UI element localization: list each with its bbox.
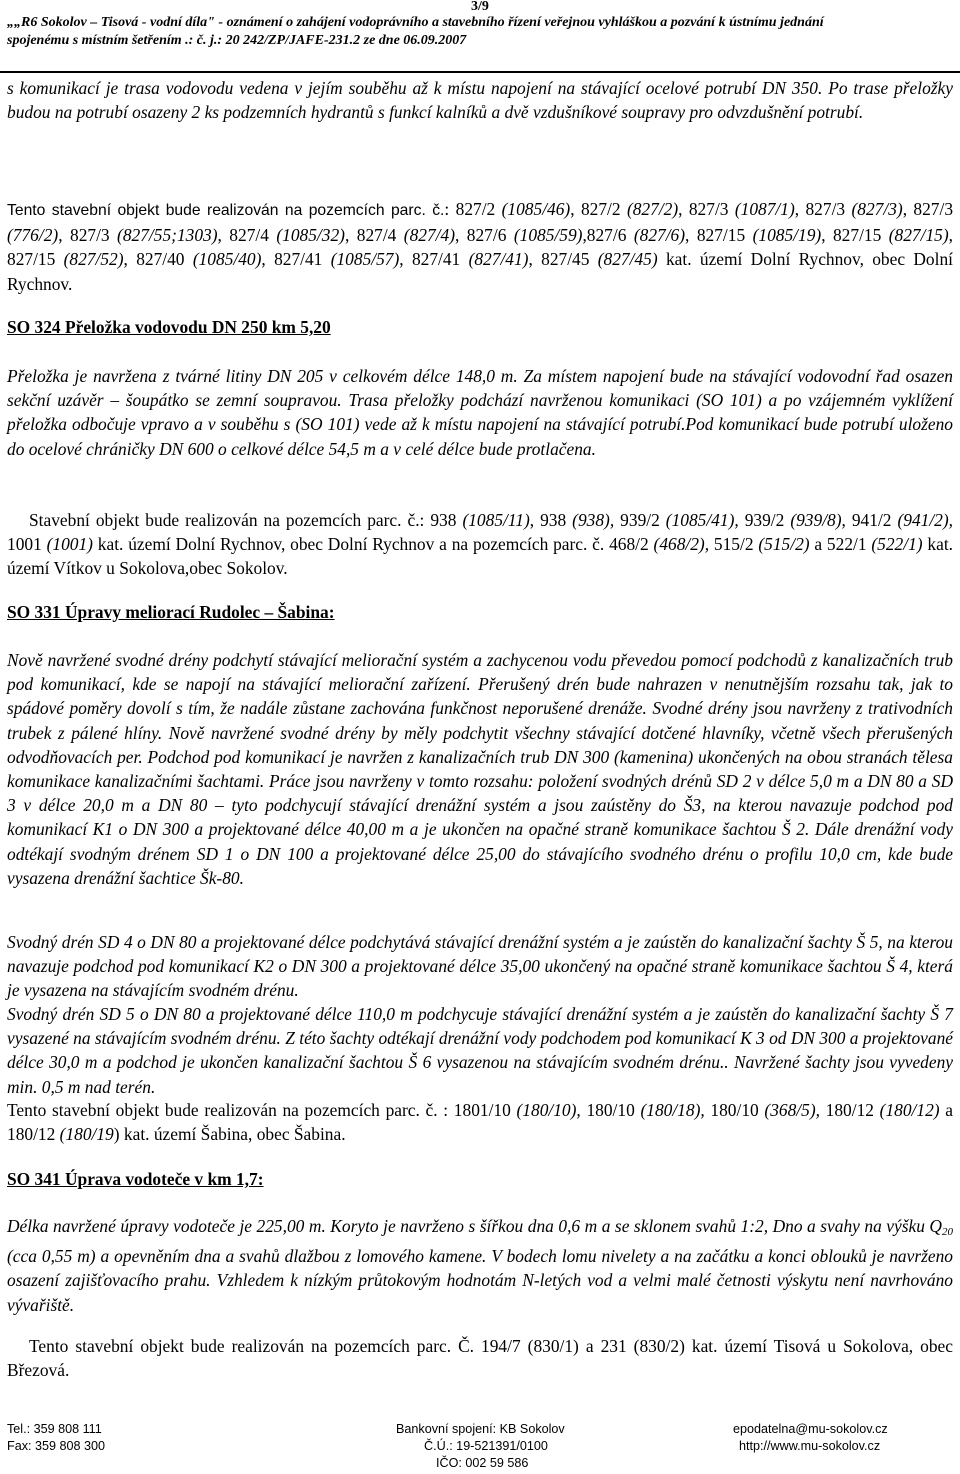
parcel-old-number: (1087/1) bbox=[734, 199, 795, 219]
parcel-old-number: (776/2) bbox=[7, 225, 59, 246]
section-heading-so324: SO 324 Přeložka vodovodu DN 250 km 5,20 bbox=[7, 317, 331, 337]
parcel-number: , 827/3 bbox=[58, 225, 118, 246]
parcel-old-number: (1085/19) bbox=[752, 225, 822, 246]
page-header bbox=[7, 0, 953, 50]
parcel-number: , 827/15 bbox=[821, 225, 889, 246]
parcel-old-number: (827/15) bbox=[888, 225, 949, 246]
paragraph-so341-parcels: Tento stavební objekt bude realizován na pozemcích parc. Č. 194/7 (830/1) a 231 (830/2) kat. území Tisová u Sokolova, obec Březová. bbox=[7, 1336, 953, 1381]
parcel-number: , 827/2 bbox=[570, 199, 627, 219]
cadastral-area: kat. území Dolní Rychnov, obec Dolní Rychnov a na pozemcích parc. č. 468/2 bbox=[92, 534, 654, 555]
parcels-intro: Tento stavební objekt bude realizován na pozemcích parc. č. bbox=[7, 202, 445, 219]
footer-contact-web bbox=[733, 1421, 888, 1455]
paragraph-so331-sd4: Svodný drén SD 4 o DN 80 a projektované délce podchytává stávající drenážní systém a je zaústěn do kanalizační šachty Š 5, na kterou navazuje podchod pod komunikací K2 o DN 300 a projektované délce 35,00 ukončený na opačné straně komunikace šachtou Š 4, která je vysazena na stávajícím svodném drénu. bbox=[7, 932, 953, 1001]
paragraph-parcels-rychnov bbox=[7, 197, 953, 296]
parcel-old-number: (827/55;1303) bbox=[117, 225, 218, 246]
parcel-number: 939/2 bbox=[738, 510, 791, 530]
parcel-number: , 827/4 bbox=[344, 225, 404, 246]
parcel-old-number: (827/52) bbox=[63, 249, 124, 270]
parcel-old-number: (827/4) bbox=[403, 225, 455, 246]
parcel-number: 180/12 bbox=[819, 1100, 880, 1120]
parcel-number: , 827/15 bbox=[685, 225, 753, 246]
parcel-old-number: (1085/57) bbox=[330, 249, 400, 270]
parcel-old-number: (827/2) bbox=[626, 199, 679, 219]
parcel-old-number: (827/41) bbox=[468, 249, 529, 270]
parcel-old-number: (1085/46) bbox=[501, 199, 571, 219]
footer-bank-name: Bankovní spojení: KB Sokolov bbox=[396, 1422, 565, 1436]
paragraph-so331-parcels bbox=[7, 1098, 953, 1146]
parcel-old-number: (180/10), bbox=[516, 1100, 581, 1120]
parcel-old-number: (939/8) bbox=[790, 510, 842, 530]
footer-tel: Tel.: 359 808 111 bbox=[7, 1422, 102, 1436]
page-number: 3/9 bbox=[471, 0, 489, 14]
parcel-old-number: (827/6) bbox=[633, 225, 686, 246]
parcel-old-number: (522/1) bbox=[871, 534, 923, 555]
header-title-line-2: spojenému s místním šetřením .: č. j.: 20 242/ZP/JAFE-231.2 ze dne 06.09.2007 bbox=[7, 33, 467, 48]
parcel-number: , 827/3 bbox=[794, 199, 852, 219]
parcel-old-number: (827/45) bbox=[597, 249, 658, 270]
parcel-old-number: (941/2), bbox=[897, 510, 953, 530]
footer-email[interactable]: epodatelna@mu-sokolov.cz bbox=[733, 1422, 888, 1436]
parcel-old-number: (1085/40) bbox=[192, 249, 262, 270]
footer-ico: IČO: 002 59 586 bbox=[436, 1456, 529, 1470]
parcel-old-number: (468/2), bbox=[653, 534, 710, 555]
paragraph-so341-description bbox=[7, 1214, 953, 1317]
parcel-old-number: (515/2) bbox=[758, 534, 810, 555]
parcel-old-number: (1085/59) bbox=[513, 225, 583, 246]
footer-bank bbox=[396, 1421, 565, 1472]
cadastral-area: ) kat. území Šabina, obec Šabina. bbox=[113, 1124, 346, 1145]
so341-text-part-2: (cca 0,55 m) a opevněním dna a svahů dlažbou z lomového kamene. V bodech lomu nivelety a na začátku a konci oblouků je navrženo osazení zajišťovacího prahu. Vzhledem k nízkým průtokovým hodnotám N-letých vod a velmi malé četnosti výskytu není navrhováno vývařiště. bbox=[7, 1246, 953, 1315]
parcel-number: , 827/41 bbox=[399, 249, 469, 270]
parcel-old-number: (827/3) bbox=[851, 199, 903, 219]
parcel-old-number: (938), bbox=[572, 510, 615, 530]
footer-account: Č.Ú.: 19-521391/0100 bbox=[424, 1439, 548, 1453]
parcel-number: , 827/3 bbox=[902, 199, 954, 219]
parcel-old-number: (1001) bbox=[46, 534, 93, 555]
parcel-number: , 827/15 bbox=[7, 225, 953, 270]
footer-website[interactable]: http://www.mu-sokolov.cz bbox=[739, 1439, 881, 1453]
parcel-number: : 827/2 bbox=[444, 199, 502, 219]
parcel-number: 515/2 bbox=[709, 534, 759, 555]
parcel-number: 939/2 bbox=[614, 510, 666, 530]
header-title-line-1: „„R6 Sokolov – Tisová - vodní díla" - oznámení o zahájení vodoprávního a stavebního řízení veřejnou vyhláškou a pozvání k ústnímu jednání bbox=[7, 15, 824, 30]
header-divider bbox=[0, 71, 960, 73]
parcel-number: , 827/4 bbox=[217, 225, 277, 246]
parcel-number: , 827/45 bbox=[528, 249, 598, 270]
parcel-old-number: (1085/32) bbox=[276, 225, 345, 246]
parcel-number: , 827/41 bbox=[261, 249, 331, 270]
paragraph-water-main-route: s komunikací je trasa vodovodu vedena v jejím souběhu až k místu napojení na stávající ocelové potrubí DN 350. Po trase přeložky budou na potrubí osazeny 2 ks podzemních hydrantů s funkcí kalníků a dvě vzdušníkové soupravy pro odvzdušnění potrubí. bbox=[7, 78, 953, 123]
parcel-number: 180/10 bbox=[704, 1100, 765, 1120]
parcel-old-number: (180/18), bbox=[640, 1100, 705, 1120]
parcel-number: 180/10 bbox=[580, 1100, 641, 1120]
parcel-number: , 941/2 bbox=[841, 510, 898, 530]
paragraph-so331-description: Nově navržené svodné drény podchytí stávající meliorační systém a zachycenou vodu převedou pomocí podchodů z kanalizačních trub pod komunikací, kde se napojí na stávající meliorační zařízení. Přerušený drén bude nahrazen v nenutnějším rozsahu tak, jak to spádové poměry dovolí s tím, že nadále zůstane zachována funkčnost neporušené drenáže. Svodné drény jsou navrženy z trativodních trubek z pálené hlíny. Nově navržené svodné drény by měly podchytit všechny stávající dotčené hlavníky, včetně všech přerušených odvodňovacích per. Podchod pod komunikací je navržen z kanalizačních trub DN 300 (kamenina) ukončených na obou stranách tělesa komunikace kanalizačními šachtami. Práce jsou navrženy v tomto rozsahu: položení svodných drénů SD 2 v délce 5,0 m a DN 80 a SD 3 v délce 20,0 m a DN 80 – tyto podchycují stávající drenážní systém a jsou zaústěny do Š3, na kterou navazuje podchod pod komunikací K1 o DN 300 a projektované délce 40,00 m a je ukončen na opačné straně komunikace šachtou Š 2. Dále drenážní vody odtékají svodným drénem SD 1 o DN 100 a projektované délce 25,00 do stávajícího svodného drénu o profilu 10,0 cm, kde bude vysazena drenážní šachtice Šk-80. bbox=[7, 650, 953, 888]
parcel-number: 1001 bbox=[7, 534, 47, 555]
parcel-number: , 827/6 bbox=[455, 225, 514, 246]
parcel-old-number: (180/12) bbox=[879, 1100, 940, 1120]
cadastral-area: kat. území Vítkov u Sokolova,obec Sokolov. bbox=[7, 534, 953, 579]
parcel-number: , 938 bbox=[529, 510, 573, 530]
parcel-old-number: (1085/11) bbox=[462, 510, 530, 530]
parcel-old-number: (1085/41), bbox=[665, 510, 739, 530]
parcels-intro: Stavební objekt bude realizován na pozemcích parc. č.: 938 bbox=[29, 510, 463, 530]
parcel-number: ,827/6 bbox=[582, 225, 634, 246]
footer-contact-phone bbox=[7, 1421, 105, 1455]
parcel-number: , 827/40 bbox=[123, 249, 193, 270]
parcels-intro: Tento stavební objekt bude realizován na pozemcích parc. č. : 1801/10 bbox=[7, 1100, 517, 1120]
section-heading-so331: SO 331 Úpravy meliorací Rudolec – Šabina: bbox=[7, 602, 335, 622]
paragraph-so324-description: Přeložka je navržena z tvárné litiny DN 205 v celkovém délce 148,0 m. Za místem napojení bude na stávající vodovodní řad osazen sekční uzávěr – šoupátko se zemní soupravou. Trasa přeložky podchází navrženou komunikaci (SO 101) a po vzájemném vyklížení přeložka odbočuje vpravo a v souběhu s (SO 101) vede až k místu napojení na stávající potrubí.Pod komunikací bude potrubí uloženo do ocelové chráničky DN 600 o celkové délce 54,5 m a v celé délce bude protlačena. bbox=[7, 366, 953, 459]
q-subscript: 20 bbox=[942, 1226, 953, 1238]
so341-text-part-1: Délka navržené úpravy vodoteče je 225,00 m. Koryto je navrženo s šířkou dna 0,6 m a se sklonem svahů 1:2, Dno a svahy na výšku Q bbox=[7, 1216, 942, 1236]
cadastral-area: kat. území Dolní Rychnov, obec Dolní Rychnov. bbox=[7, 249, 953, 294]
paragraph-so331-sd5: Svodný drén SD 5 o DN 80 a projektované délce 110,0 m podchycuje stávající drenážní systém a je zaústěn do kanalizační šachty Š 7 vysazené na stávajícím svodném drénu. Z této šachty odtékají drenážní vody podchodem pod komunikací K 3 od DN 300 a projektované délce 30,0 m a podchod je ukončen kanalizační šachtou Š 6 vysazenou na stávajícím svodném drénu.. Navržené šachty jsou vyvedeny min. 0,5 m nad terén. bbox=[7, 1004, 953, 1097]
paragraph-so324-parcels bbox=[7, 508, 953, 581]
parcel-number: , 827/3 bbox=[678, 199, 735, 219]
parcel-old-number: (180/19 bbox=[59, 1124, 114, 1145]
section-heading-so341: SO 341 Úprava vodoteče v km 1,7: bbox=[7, 1169, 264, 1189]
parcel-old-number: (368/5), bbox=[764, 1100, 820, 1120]
parcel-number: a 522/1 bbox=[809, 534, 872, 555]
footer-fax: Fax: 359 808 300 bbox=[7, 1439, 106, 1453]
parcel-number: a 180/12 bbox=[7, 1100, 953, 1145]
